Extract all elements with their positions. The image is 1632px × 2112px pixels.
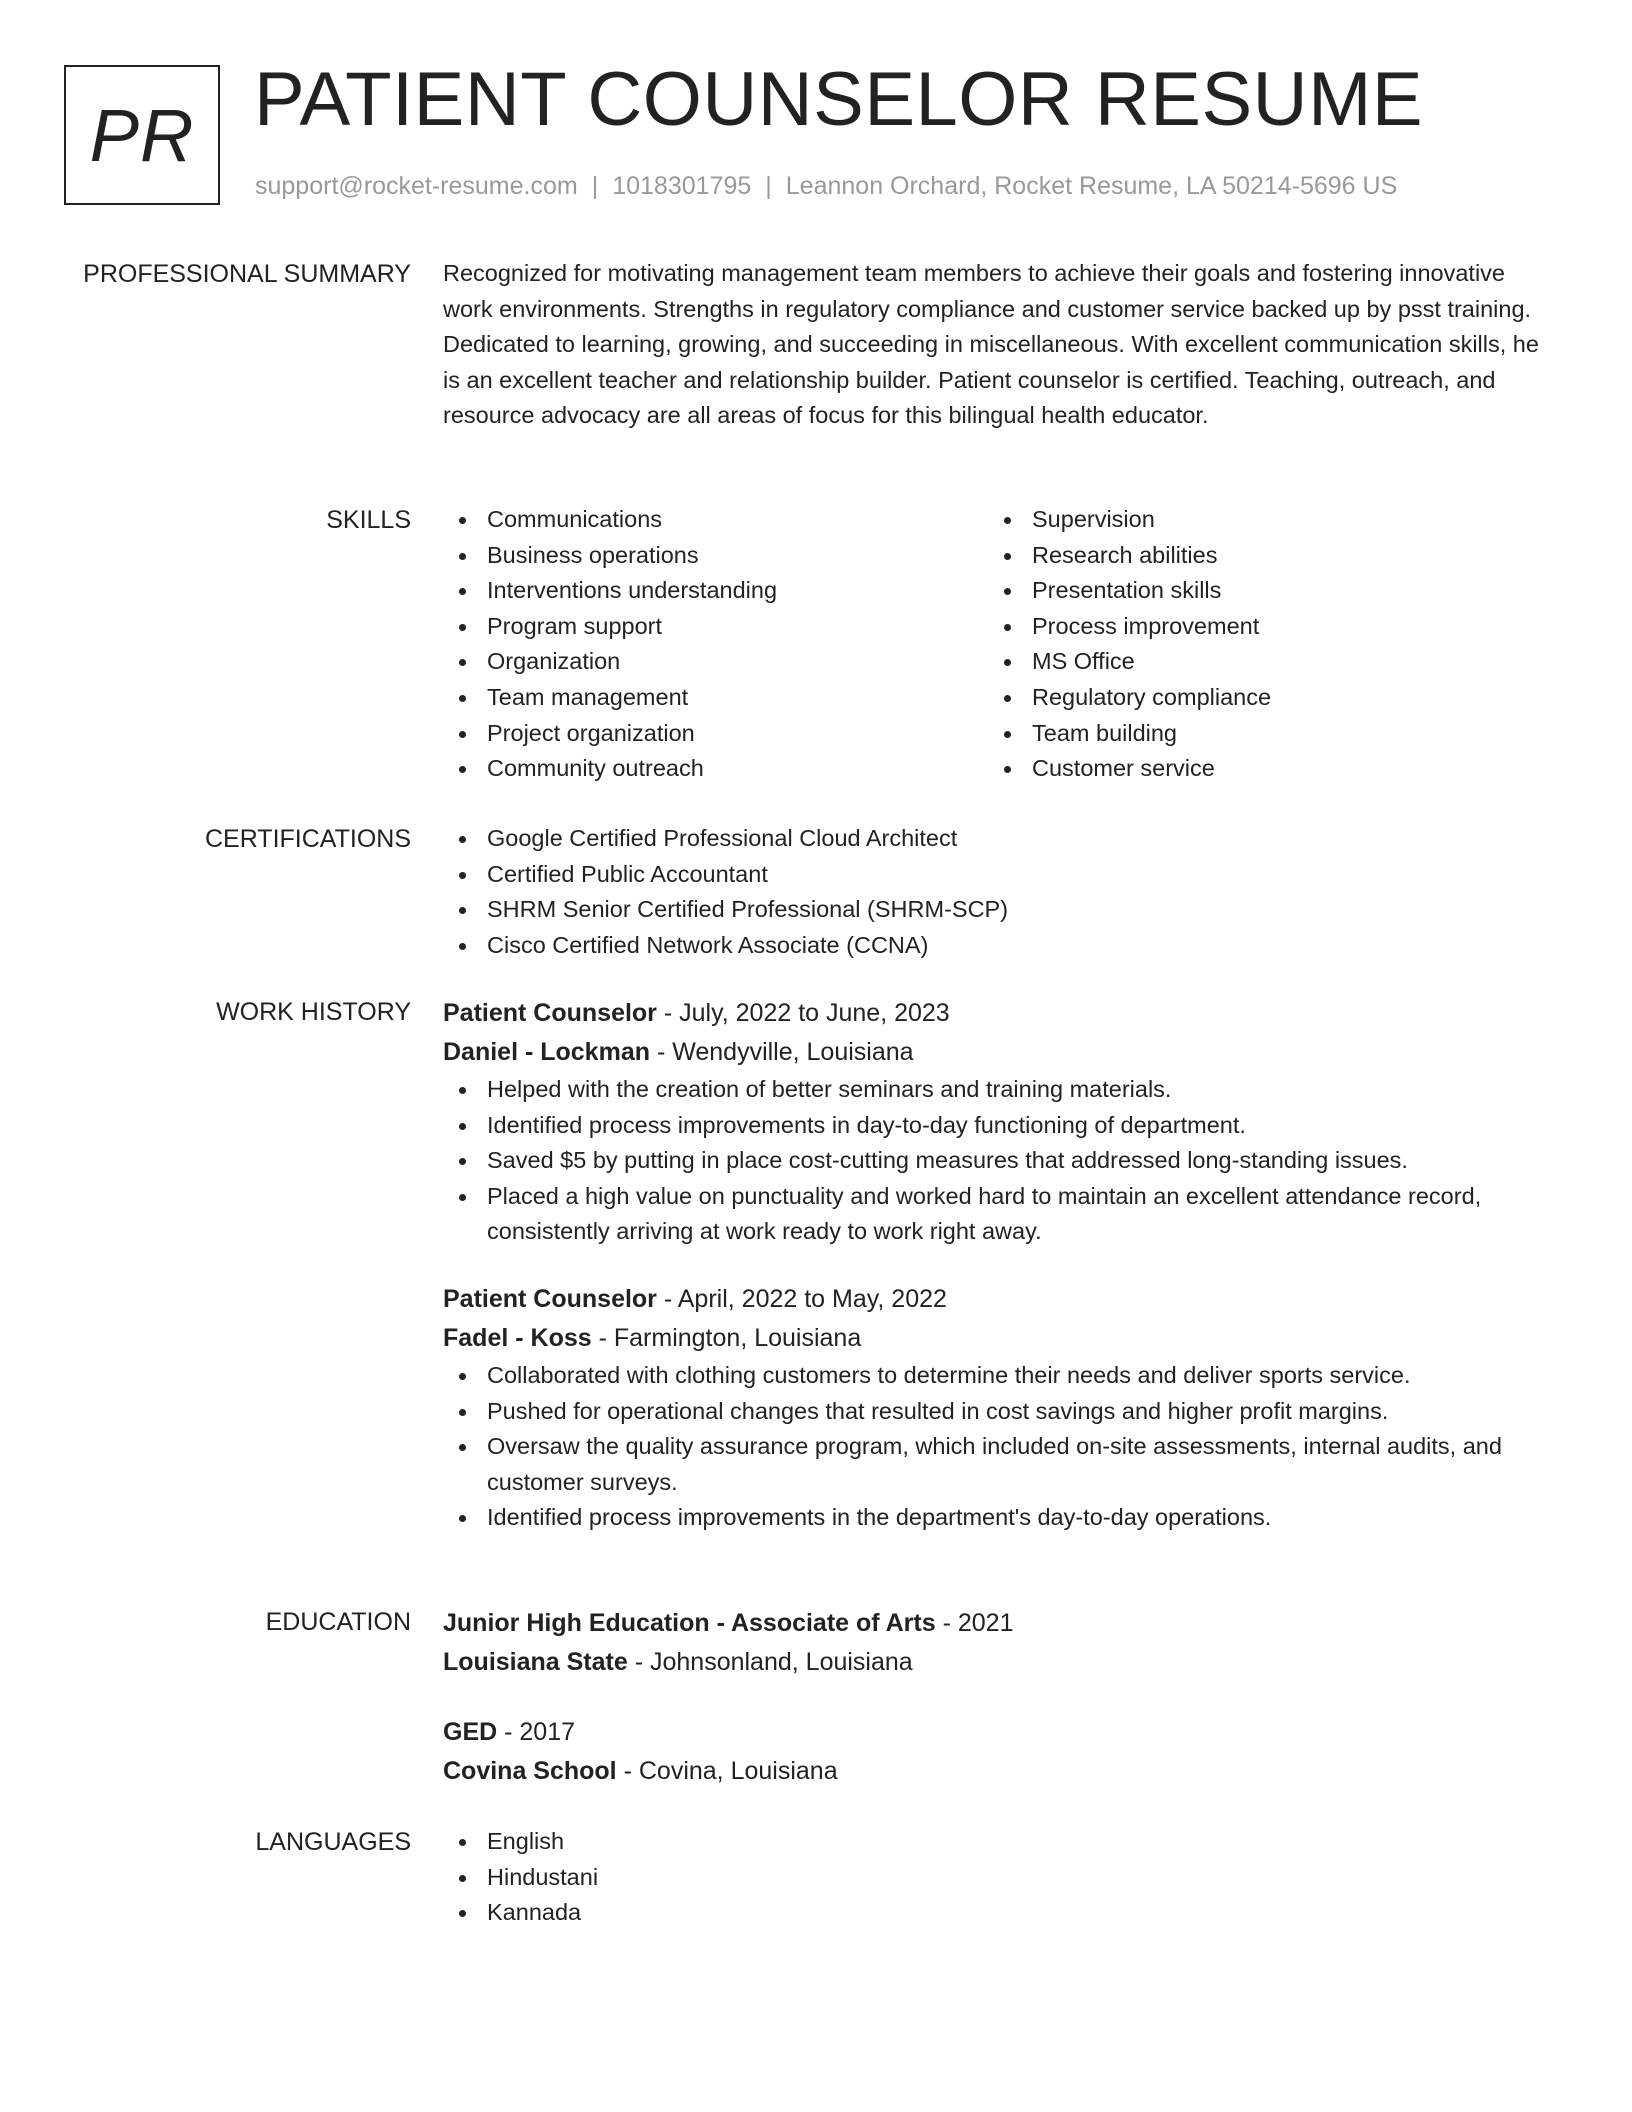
job-duty-item: Saved $5 by putting in place cost-cutting measures that addressed long-standing issues. (443, 1143, 1555, 1179)
contact-phone: 1018301795 (612, 172, 752, 200)
language-item: Hindustani (443, 1860, 1555, 1896)
job-duties-list (443, 1358, 1555, 1536)
summary-body (443, 256, 1555, 434)
certification-item: SHRM Senior Certified Professional (SHRM-SCP) (443, 892, 1555, 928)
job-duty-item: Pushed for operational changes that resulted in cost savings and higher profit margins. (443, 1394, 1555, 1430)
skill-item: Team management (443, 680, 988, 716)
job-title-line (443, 994, 1555, 1033)
job-duty-item: Oversaw the quality assurance program, which included on-site assessments, internal audits, and customer surveys. (443, 1429, 1555, 1500)
job-location: - Wendyville, Louisiana (650, 1038, 914, 1066)
contact-line (255, 172, 1397, 201)
education-degree: GED (443, 1718, 498, 1746)
skill-item: Project organization (443, 716, 988, 752)
education-degree-line (443, 1713, 1555, 1752)
skill-item: Team building (988, 716, 1533, 752)
contact-address: Leannon Orchard, Rocket Resume, LA 50214-5696 US (785, 172, 1398, 200)
job-entry (443, 1280, 1555, 1536)
languages-list (443, 1824, 1555, 1931)
skill-item: Community outreach (443, 751, 988, 787)
section-label-certifications: CERTIFICATIONS (204, 825, 411, 853)
certification-item: Google Certified Professional Cloud Architect (443, 821, 1555, 857)
education-school: Louisiana State (443, 1648, 628, 1676)
job-company: Fadel - Koss (443, 1323, 592, 1352)
skill-item: Business operations (443, 538, 988, 574)
contact-separator: | (591, 172, 599, 200)
job-location: - Farmington, Louisiana (591, 1323, 862, 1352)
certification-item: Cisco Certified Network Associate (CCNA) (443, 928, 1555, 964)
skill-item: Organization (443, 644, 988, 680)
monogram-badge: PR (64, 65, 220, 205)
skill-item: Communications (443, 502, 988, 538)
skill-item: Research abilities (988, 538, 1533, 574)
section-label-skills: SKILLS (326, 506, 411, 534)
education-year: - 2021 (935, 1609, 1014, 1637)
skill-item: Supervision (988, 502, 1533, 538)
language-item: English (443, 1824, 1555, 1860)
education-degree: Junior High Education - Associate of Arts (443, 1609, 936, 1637)
skill-item: Customer service (988, 751, 1533, 787)
job-duty-item: Identified process improvements in the department's day-to-day operations. (443, 1500, 1555, 1536)
skill-item: Presentation skills (988, 573, 1533, 609)
language-item: Kannada (443, 1895, 1555, 1931)
job-company-line (443, 1033, 1555, 1072)
education-location: - Johnsonland, Louisiana (627, 1648, 913, 1676)
skill-item: Regulatory compliance (988, 680, 1533, 716)
section-label-languages: LANGUAGES (255, 1828, 411, 1856)
skills-body (443, 502, 1555, 787)
job-entry (443, 994, 1555, 1250)
job-title: Patient Counselor (443, 999, 657, 1027)
education-year: - 2017 (497, 1718, 576, 1746)
job-dates: - July, 2022 to June, 2023 (656, 999, 950, 1027)
job-dates: - April, 2022 to May, 2022 (656, 1284, 947, 1313)
job-duty-item: Placed a high value on punctuality and worked hard to maintain an excellent attendance record, consistently arriving at work ready to work right away. (443, 1179, 1555, 1250)
job-company-line (443, 1319, 1555, 1358)
job-duties-list (443, 1072, 1555, 1250)
job-duty-item: Identified process improvements in day-to-day functioning of department. (443, 1108, 1555, 1144)
education-school: Covina School (443, 1757, 617, 1785)
education-degree-line (443, 1604, 1555, 1643)
skill-item: Interventions understanding (443, 573, 988, 609)
education-location: - Covina, Louisiana (616, 1757, 838, 1785)
job-company: Daniel - Lockman (443, 1038, 650, 1066)
job-title-line (443, 1280, 1555, 1319)
skill-item: MS Office (988, 644, 1533, 680)
job-duty-item: Helped with the creation of better seminars and training materials. (443, 1072, 1555, 1108)
skill-item: Program support (443, 609, 988, 645)
summary-text: Recognized for motivating management team members to achieve their goals and fostering innovative work environments. Strengths in regulatory compliance and customer service backed up by psst training. Dedicated to learning, growing, and succeeding in miscellaneous. With excellent communication skills, he is an excellent teacher and relationship builder. Patient counselor is certified. Teaching, outreach, and resource advocacy are all areas of focus for this bilingual health educator. (443, 260, 1539, 428)
certifications-body (443, 821, 1555, 963)
job-duty-item: Collaborated with clothing customers to determine their needs and deliver sports service. (443, 1358, 1555, 1394)
languages-body (443, 1824, 1555, 1931)
skills-list-left (443, 502, 988, 787)
section-label-work-history: WORK HISTORY (216, 998, 411, 1026)
certifications-list (443, 821, 1555, 963)
education-school-line (443, 1643, 1555, 1682)
contact-separator: | (765, 172, 772, 200)
job-title: Patient Counselor (443, 1284, 657, 1313)
resume-title: PATIENT COUNSELOR RESUME (254, 57, 1424, 142)
contact-email: support@rocket-resume.com (255, 172, 578, 200)
work-history-body (443, 994, 1555, 1566)
education-school-line (443, 1752, 1555, 1791)
section-label-education: EDUCATION (265, 1608, 411, 1636)
education-entry (443, 1604, 1555, 1682)
skill-item: Process improvement (988, 609, 1533, 645)
section-label-summary: PROFESSIONAL SUMMARY (83, 260, 411, 288)
education-entry (443, 1713, 1555, 1791)
certification-item: Certified Public Accountant (443, 857, 1555, 893)
education-body (443, 1604, 1555, 1822)
skills-list-right (988, 502, 1533, 787)
